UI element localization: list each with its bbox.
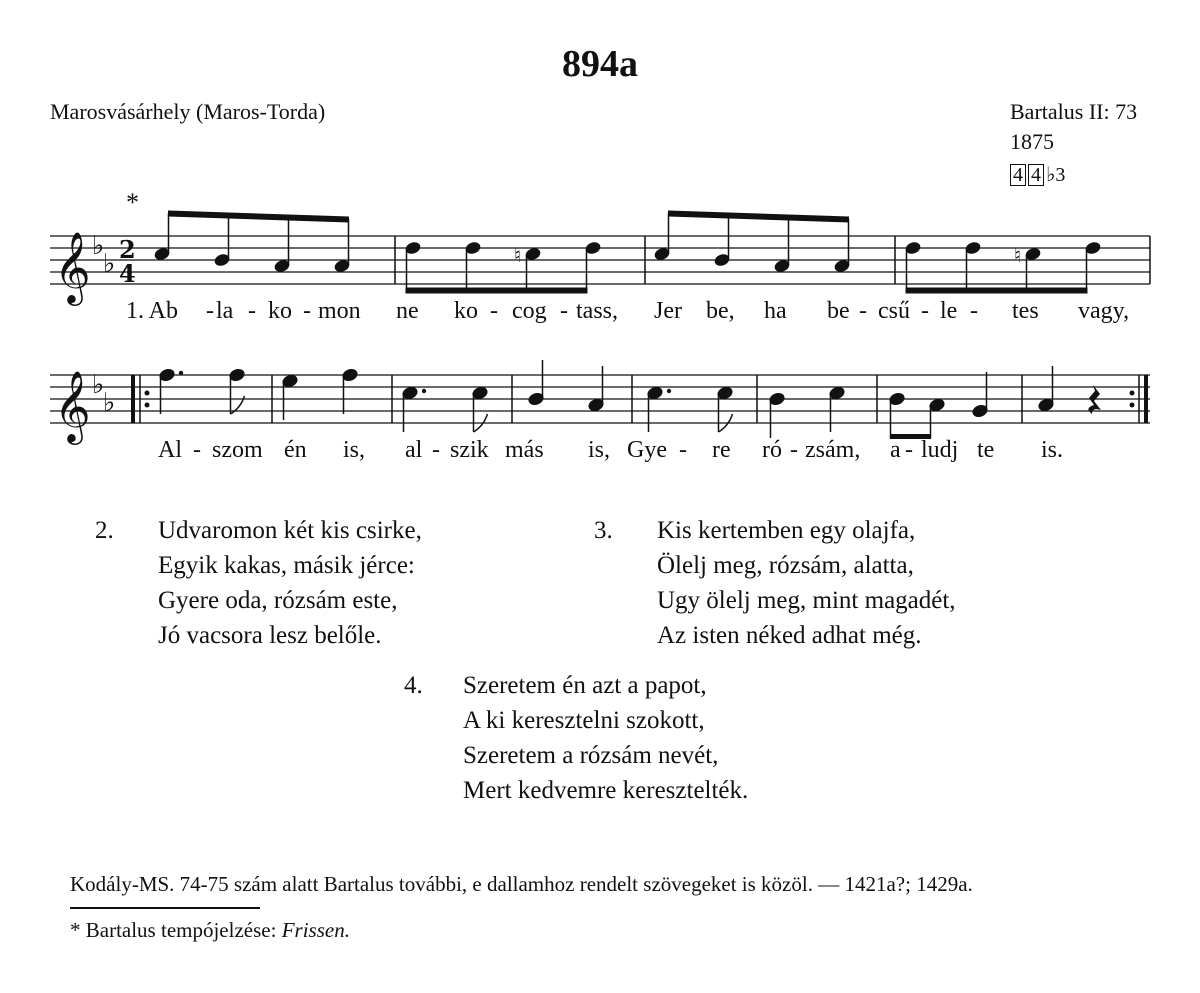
lyric-syllable: tass, (576, 298, 618, 324)
lyric-hyphen: - (560, 298, 568, 324)
lyric-syllable: is, (343, 437, 366, 463)
verse-number: 3. (594, 517, 613, 544)
measure-9-notes (647, 386, 734, 432)
lyric-syllable: le (940, 298, 958, 324)
lyric-syllable: ko (454, 298, 478, 324)
rhythm-code-3: ♭3 (1046, 164, 1066, 186)
lyric-hyphen: - (490, 298, 498, 324)
footnote-mark: * (70, 918, 81, 942)
measure-8-notes (528, 360, 605, 412)
verse-line: Egyik kakas, másik jérce: (158, 552, 415, 579)
lyric-syllable: be, (706, 298, 735, 324)
footnote-tempo: Frissen. (281, 918, 350, 942)
footnote-text: Bartalus tempójelzése: (85, 918, 282, 942)
lyric-syllable: csű (878, 298, 910, 324)
lyric-hyphen: - (921, 298, 929, 324)
lyric-syllable: vagy, (1078, 298, 1130, 324)
svg-text:2: 2 (119, 235, 136, 264)
lyric-hyphen: - (905, 437, 913, 463)
verse-4-text (463, 668, 748, 808)
verse-line: Gyere oda, rózsám este, (158, 587, 398, 614)
treble-clef-icon: 𝄞 (54, 369, 91, 442)
collection-year: 1875 (1010, 129, 1054, 154)
footnote (70, 918, 350, 943)
measure-10-notes (769, 386, 846, 438)
verse-line: Mert kedvemre keresztelték. (463, 777, 749, 804)
lyric-syllable: cog (512, 298, 547, 324)
lyric-syllable: ne (396, 298, 419, 324)
verse-line: Ugy ölelj meg, mint magadét, (657, 587, 956, 614)
natural-sign-icon: ♮ (1014, 243, 1022, 267)
verse-2-text (158, 513, 422, 653)
lyric-syllable: la (216, 298, 234, 324)
verse-number: 2. (95, 517, 114, 544)
verse-line: Az isten néked adhat még. (657, 622, 922, 649)
lyric-syllable: Jer (654, 298, 682, 324)
lyric-hyphen: - (193, 437, 201, 463)
lyric-syllable: Gye (627, 437, 667, 463)
lyric-syllable: Al (158, 437, 182, 463)
lyric-hyphen: - (303, 298, 311, 324)
lyric-syllable: be (827, 298, 850, 324)
verse-line: A ki keresztelni szokott, (463, 707, 705, 734)
svg-text:♭: ♭ (92, 231, 105, 261)
source-reference: Bartalus II: 73 (1010, 99, 1138, 124)
lyric-hyphen: - (970, 298, 978, 324)
footnote-divider (70, 907, 260, 909)
svg-text:♭: ♭ (103, 249, 116, 279)
measure-6-notes (282, 368, 359, 420)
lyric-hyphen: - (248, 298, 256, 324)
lyric-syllable: zsám, (805, 437, 861, 463)
svg-text:4: 4 (119, 259, 136, 288)
lyric-hyphen: - (432, 437, 440, 463)
lyric-syllable: más (505, 437, 544, 463)
location-label: Marosvásárhely (Maros-Torda) (50, 99, 326, 124)
lyric-syllable: te (977, 437, 995, 463)
lyric-hyphen: - (206, 298, 214, 324)
lyric-hyphen: - (790, 437, 798, 463)
svg-text:♭: ♭ (103, 388, 116, 418)
measure-7-notes (402, 386, 489, 432)
lyric-syllable: mon (318, 298, 361, 324)
verse-line: Ölelj meg, rózsám, alatta, (657, 552, 914, 579)
lyric-syllable: 1. Ab (126, 298, 179, 324)
lyric-syllable: a (890, 437, 901, 463)
measure-11-notes (889, 372, 989, 439)
editorial-note: Kodály-MS. 74-75 szám alatt Bartalus további, e dallamhoz rendelt szövegeket is közöl. — 1421a?; 1429a. (70, 872, 973, 896)
verse-3-text (657, 513, 956, 653)
lyric-hyphen: - (679, 437, 687, 463)
verse-line: Jó vacsora lesz belőle. (158, 622, 382, 649)
lyric-syllable: tes (1012, 298, 1039, 324)
verse-line: Kis kertemben egy olajfa, (657, 517, 916, 544)
staff-system-2 (0, 0, 1200, 470)
lyric-syllable: ha (764, 298, 787, 324)
natural-sign-icon: ♮ (514, 243, 522, 267)
treble-clef-icon: 𝄞 (54, 230, 91, 303)
measure-12-notes (1038, 366, 1101, 414)
lyric-hyphen: - (859, 298, 867, 324)
tune-number: 894a (562, 43, 638, 85)
lyric-syllable: ró (762, 437, 782, 463)
svg-text:♭: ♭ (92, 370, 105, 400)
lyric-syllable: al (405, 437, 423, 463)
verse-number: 4. (404, 672, 423, 699)
lyric-syllable: re (712, 437, 731, 463)
verse-line: Szeretem a rózsám nevét, (463, 742, 719, 769)
lyric-syllable: szom (212, 437, 263, 463)
verse-line: Udvaromon két kis csirke, (158, 517, 422, 544)
lyric-syllable: ludj (921, 437, 959, 463)
lyric-syllable: én (284, 437, 307, 463)
rhythm-code-1: 4 (1010, 164, 1026, 186)
lyric-syllable: szik (450, 437, 489, 463)
lyric-syllable: ko (268, 298, 292, 324)
rhythm-code-2: 4 (1028, 164, 1044, 186)
tempo-asterisk: * (126, 188, 139, 217)
lyric-syllable: is, (588, 437, 611, 463)
verse-line: Szeretem én azt a papot, (463, 672, 707, 699)
lyric-syllable: is. (1041, 437, 1064, 463)
